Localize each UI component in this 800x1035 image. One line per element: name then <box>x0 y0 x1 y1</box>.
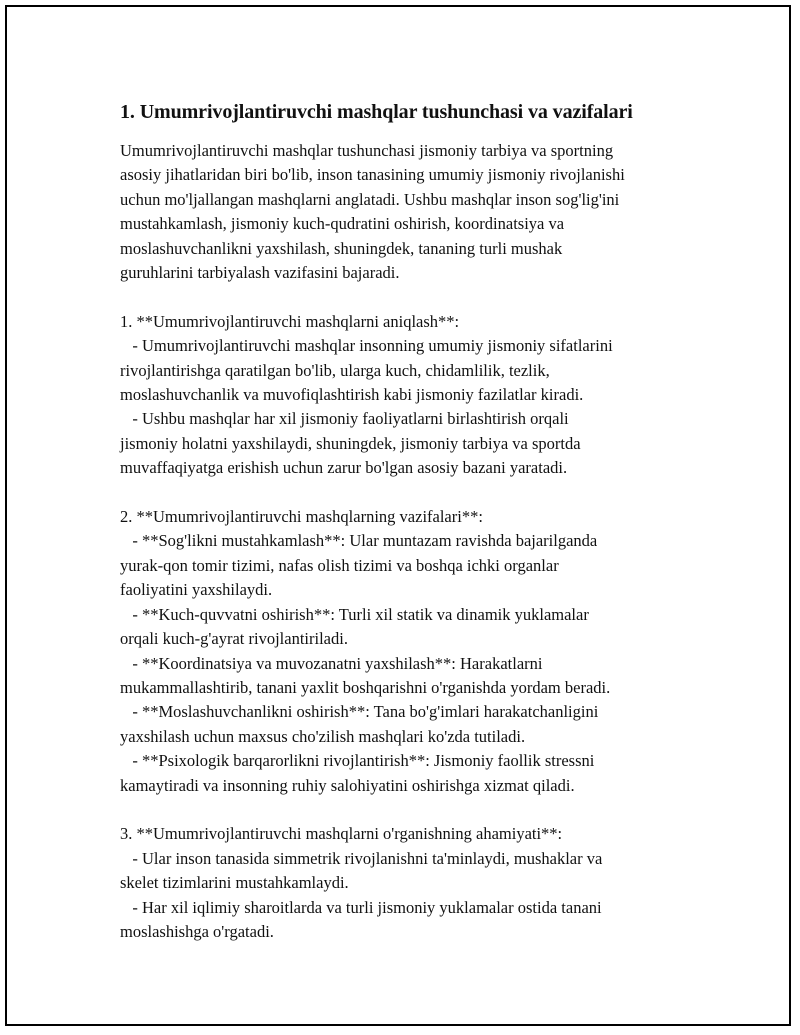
text-line: faoliyatini yaxshilaydi. <box>120 580 273 600</box>
text-line: Umumrivojlantiruvchi mashqlar tushunchasi jismoniy tarbiya va sportning <box>120 141 614 160</box>
text-line: - Ushbu mashqlar har xil jismoniy faoliyatlarni birlashtirish orqali <box>120 409 569 429</box>
text-line: moslashuvchanlik va muvofiqlashtirish kabi jismoniy fazilatlar kiradi. <box>120 385 584 405</box>
text-line: rivojlantirishga qaratilgan bo'lib, ularga kuch, chidamlilik, tezlik, <box>120 360 550 380</box>
text-line: - **Koordinatsiya va muvozanatni yaxshilash**: Harakatlarni <box>120 653 543 673</box>
paragraph-gap <box>120 285 710 309</box>
text-line: guruhlarini tarbiyalash vazifasini bajaradi. <box>120 263 400 283</box>
text-line: yaxshilash uchun maxsus cho'zilish mashqlari ko'zda tutiladi. <box>120 726 526 746</box>
text-line: - Ular inson tanasida simmetrik rivojlanishni ta'minlaydi, mushaklar va <box>120 848 603 868</box>
text-line: 2. **Umumrivojlantiruvchi mashqlarning vazifalari**: <box>120 507 483 527</box>
text-line: - Har xil iqlimiy sharoitlarda va turli jismoniy yuklamalar ostida tanani <box>120 897 602 917</box>
text-line: skelet tizimlarini mustahkamlaydi. <box>120 873 349 893</box>
text-line: - Umumrivojlantiruvchi mashqlar insonning umumiy jismoniy sifatlarini <box>120 336 613 356</box>
text-line: mukammallashtirib, tanani yaxlit boshqarishni o'rganishda yordam beradi. <box>120 677 611 697</box>
text-line: kamaytiradi va insonning ruhiy salohiyatini oshirishga xizmat qiladi. <box>120 775 575 795</box>
text-line: uchun mo'ljallangan mashqlarni anglatadi. Ushbu mashqlar inson sog'lig'ini <box>120 189 620 209</box>
text-line: yurak-qon tomir tizimi, nafas olish tizimi va boshqa ichki organlar <box>120 555 559 575</box>
text-line: - **Moslashuvchanlikni oshirish**: Tana bo'g'imlari harakatchanligini <box>120 702 599 722</box>
text-line: jismoniy holatni yaxshilaydi, shuningdek, jismoniy tarbiya va sportda <box>120 433 581 453</box>
paragraph-gap <box>120 481 710 505</box>
text-line: asosiy jihatlaridan biri bo'lib, inson tanasining umumiy jismoniy rivojlanishi <box>120 165 625 185</box>
text-line: - **Psixologik barqarorlikni rivojlantirish**: Jismoniy faollik stressni <box>120 751 595 771</box>
text-line: muvaffaqiyatga erishish uchun zarur bo'lgan asosiy bazani yaratadi. <box>120 458 568 478</box>
text-line: orqali kuch-g'ayrat rivojlantiriladi. <box>120 629 348 649</box>
document-page <box>5 5 791 1026</box>
text-line: moslashishga o'rgatadi. <box>120 921 274 941</box>
document-content <box>120 99 710 944</box>
paragraph-gap <box>120 798 710 822</box>
text-line: moslashuvchanlikni yaxshilash, shuningdek, tananing turli mushak <box>120 238 563 258</box>
text-line: - **Kuch-quvvatni oshirish**: Turli xil statik va dinamik yuklamalar <box>120 604 589 624</box>
text-line: - **Sog'likni mustahkamlash**: Ular muntazam ravishda bajarilganda <box>120 531 598 551</box>
document-body <box>120 139 710 944</box>
text-line: mustahkamlash, jismoniy kuch-qudratini oshirish, koordinatsiya va <box>120 214 565 234</box>
text-line: 3. **Umumrivojlantiruvchi mashqlarni o'rganishning ahamiyati**: <box>120 824 563 844</box>
text-line: 1. **Umumrivojlantiruvchi mashqlarni aniqlash**: <box>120 311 460 331</box>
section-title: 1. Umumrivojlantiruvchi mashqlar tushunchasi va vazifalari <box>120 101 633 123</box>
